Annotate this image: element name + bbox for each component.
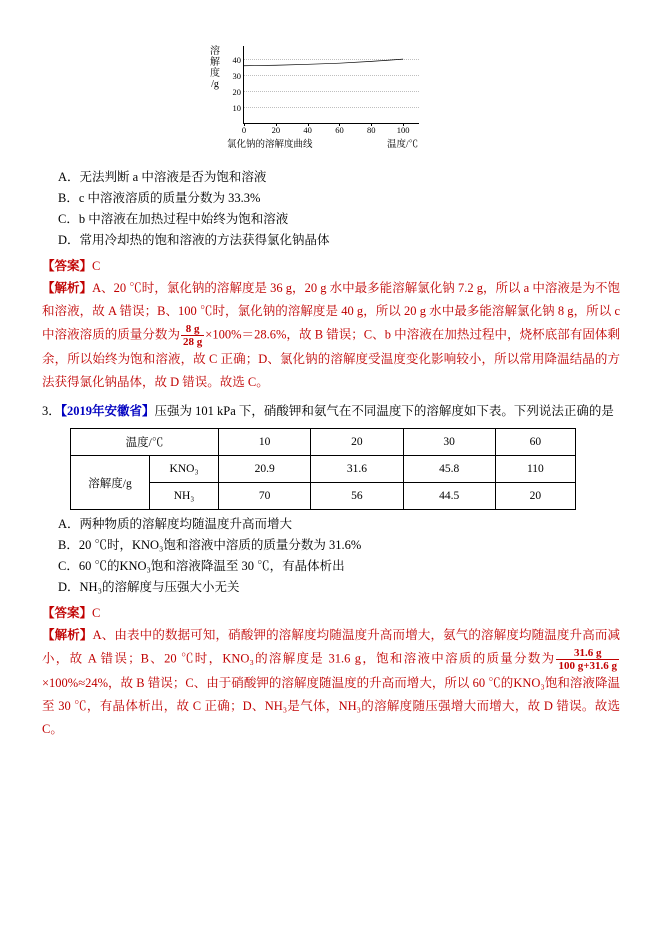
table-row <box>71 429 576 456</box>
table-row <box>71 456 576 483</box>
y-tick-20: 20 <box>232 86 241 97</box>
page-content <box>42 40 620 741</box>
q2-analysis-label: 【解析】 <box>42 281 93 295</box>
q3-answer-label: 【答案】 <box>42 606 93 620</box>
q2-analysis <box>42 277 620 394</box>
table-cell-kno3-1: 31.6 <box>311 456 403 483</box>
table-cell-kno3-0: 20.9 <box>219 456 311 483</box>
table-cell-kno3-2: 45.8 <box>403 456 495 483</box>
y-tick-40: 40 <box>232 54 241 65</box>
table-header-solubility: 溶解度/g <box>71 456 150 510</box>
q3-fraction <box>556 647 619 672</box>
q2-answer-value: C <box>92 259 101 273</box>
q3-solubility-table <box>70 428 576 510</box>
table-cell-kno3-3: 110 <box>495 456 575 483</box>
q2-analysis-text-1: A、20 ℃时，氯化钠的溶解度是 36 g，20 g 水中最多能溶解氯化钠 7.2 g，所以 a 中溶液是为不饱和溶液，故 A 错误；B、100 ℃时，氯化钠的溶解度是 40 g，所以 20 g 水中最多能溶解氯化钠 8 g，所以 c 中溶液溶质的质量分数为 <box>42 281 620 342</box>
q3-number: 3． <box>42 404 61 418</box>
q2-option-b: B．c 中溶液溶质的质量分数为 33.3% <box>58 191 261 205</box>
x-tick-60: 60 <box>335 125 344 135</box>
q2-fraction-numerator: 8 g <box>181 323 204 336</box>
q2-analysis-text-2: ×100%＝28.6%，故 B 错误；C、b 中溶液在加热过程中，烧杯底部有固体剩余，所以始终为饱和溶液，故 C 正确；D、氯化钠的溶解度受温度变化影响较小，所以常用降温结晶的方法获得氯化钠晶体，故 D 错误。故选 C。 <box>42 327 620 389</box>
y-tick-10: 10 <box>232 102 241 113</box>
q3-option-b: B．20 ℃时，KNO₃饱和溶液中溶质的质量分数为 31.6% <box>58 538 362 552</box>
x-tick-0: 0 <box>241 125 247 135</box>
q3-analysis <box>42 624 620 741</box>
y-tick-30: 30 <box>232 70 241 81</box>
q3-analysis-label: 【解析】 <box>42 628 93 642</box>
x-tick-20: 20 <box>271 125 281 135</box>
q3-option-d: D．NH₃的溶解度与压强大小无关 <box>58 580 240 594</box>
q2-fraction <box>181 323 204 348</box>
x-tick-100: 100 <box>396 125 410 135</box>
q3-analysis-text-1: A、由表中的数据可知，硝酸钾的溶解度均随温度升高而增大，氨气的溶解度均随温度升高而减小，故 A 错误；B、20 ℃时，KNO₃的溶解度是 31.6 g，饱和溶液中溶质的质量分数为 <box>42 628 620 666</box>
table-cell-nh3-1: 56 <box>311 483 403 510</box>
table-cell-nh3-3: 20 <box>495 483 575 510</box>
q3-source: 【2019年安徽省】 <box>60 404 155 418</box>
table-cell-temp-3: 60 <box>495 429 575 456</box>
table-subheader-kno3: KNO₃ <box>150 456 219 483</box>
x-tick-80: 80 <box>367 125 376 135</box>
table-cell-nh3-2: 44.5 <box>403 483 495 510</box>
table-subheader-nh3: NH₃ <box>150 483 219 510</box>
q3-option-c: C．60 ℃的KNO₃饱和溶液降温至 30 ℃，有晶体析出 <box>58 559 345 573</box>
q3-fraction-numerator: 31.6 g <box>556 647 619 660</box>
q3-answer-value: C <box>92 606 101 620</box>
q3-analysis-text-2: ×100%≈24%，故 B 错误；C、由于硝酸钾的溶解度随温度的升高而增大，所以 60 ℃的KNO₃饱和溶液降温至 30 ℃，有晶体析出，故 C 正确；D、NH₃是气体，NH₃的溶解度随压强增大而增大，故 D 错误。故选 C。 <box>42 676 620 736</box>
q2-answer-label: 【答案】 <box>42 259 93 273</box>
q2-answer <box>42 255 620 277</box>
q3-fraction-denominator: 100 g+31.6 g <box>558 660 617 672</box>
q3-stem-text: 压强为 101 kPa 下，硝酸钾和氨气在不同温度下的溶解度如下表。下列说法正确的是 <box>154 404 614 418</box>
table-cell-temp-2: 30 <box>403 429 495 456</box>
q3-option-a: A．两种物质的溶解度均随温度升高而增大 <box>58 517 293 531</box>
table-cell-temp-1: 20 <box>311 429 403 456</box>
x-tick-40: 40 <box>303 125 312 135</box>
chart-title: 氯化钠的溶解度曲线 <box>227 140 313 150</box>
chart-plot-area <box>232 46 419 135</box>
q2-fraction-denominator: 28 g <box>183 336 203 348</box>
q2-option-d: D．常用冷却热的饱和溶液的方法获得氯化钠晶体 <box>58 233 330 247</box>
table-cell-nh3-0: 70 <box>219 483 311 510</box>
solubility-chart <box>211 40 451 165</box>
q2-option-c: C．b 中溶液在加热过程中始终为饱和溶液 <box>58 212 289 226</box>
q2-option-a: A．无法判断 a 中溶液是否为饱和溶液 <box>58 170 267 184</box>
table-cell-temp-0: 10 <box>219 429 311 456</box>
chart-y-axis-label: 溶 解 度 /g <box>210 46 220 90</box>
chart-x-axis-label: 温度/℃ <box>387 140 419 150</box>
q3-stem <box>42 400 620 422</box>
q3-answer <box>42 602 620 624</box>
nacl-solubility-curve <box>244 46 419 123</box>
table-header-temp: 温度/℃ <box>71 429 219 456</box>
